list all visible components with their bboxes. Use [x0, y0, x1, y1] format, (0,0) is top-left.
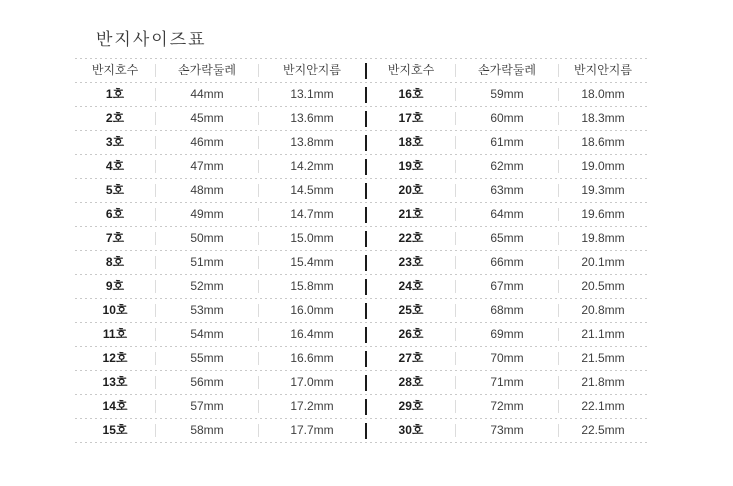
diameter-cell: 14.5mm [290, 183, 334, 197]
diameter-cell: 17.0mm [290, 375, 334, 389]
diameter-cell: 20.5mm [581, 279, 625, 293]
circumference-cell: 61mm [490, 135, 524, 149]
table-row [75, 107, 647, 130]
table-row [75, 227, 647, 250]
table-row [75, 131, 647, 154]
circumference-cell: 59mm [490, 87, 524, 101]
diameter-cell: 21.8mm [581, 375, 625, 389]
circumference-cell: 54mm [190, 327, 224, 341]
diameter-cell: 18.3mm [581, 111, 625, 125]
circumference-cell: 64mm [490, 207, 524, 221]
diameter-cell: 21.1mm [581, 327, 625, 341]
circumference-cell: 57mm [190, 399, 224, 413]
circumference-cell: 49mm [190, 207, 224, 221]
ring-size-cell: 28호 [398, 375, 424, 389]
circumference-cell: 73mm [490, 423, 524, 437]
table-row [75, 83, 647, 106]
diameter-cell: 20.8mm [581, 303, 625, 317]
dotted-row-divider [75, 442, 647, 443]
diameter-cell: 19.0mm [581, 159, 625, 173]
circumference-cell: 45mm [190, 111, 224, 125]
ring-size-cell: 17호 [398, 111, 424, 125]
circumference-cell: 62mm [490, 159, 524, 173]
diameter-cell: 22.1mm [581, 399, 625, 413]
diameter-cell: 15.4mm [290, 255, 334, 269]
ring-size-table [75, 58, 647, 443]
ring-size-cell: 18호 [398, 135, 424, 149]
diameter-cell: 19.8mm [581, 231, 625, 245]
ring-size-cell: 12호 [102, 351, 128, 365]
ring-size-cell: 15호 [102, 423, 128, 437]
circumference-cell: 72mm [490, 399, 524, 413]
page-title: 반지사이즈표 [96, 30, 207, 49]
ring-size-cell: 20호 [398, 183, 424, 197]
column-header-circumference-right: 손가락둘레 [478, 63, 536, 77]
table-row [75, 155, 647, 178]
ring-size-cell: 4호 [105, 159, 125, 173]
table-row [75, 275, 647, 298]
circumference-cell: 69mm [490, 327, 524, 341]
table-row [75, 299, 647, 322]
circumference-cell: 68mm [490, 303, 524, 317]
ring-size-cell: 14호 [102, 399, 128, 413]
diameter-cell: 13.8mm [290, 135, 334, 149]
diameter-cell: 22.5mm [581, 423, 625, 437]
diameter-cell: 18.0mm [581, 87, 625, 101]
circumference-cell: 63mm [490, 183, 524, 197]
ring-size-cell: 10호 [102, 303, 128, 317]
table-row [75, 395, 647, 418]
ring-size-cell: 26호 [398, 327, 424, 341]
table-header-row [75, 59, 647, 82]
diameter-cell: 18.6mm [581, 135, 625, 149]
column-header-diameter-left: 반지안지름 [283, 63, 341, 77]
circumference-cell: 66mm [490, 255, 524, 269]
ring-size-cell: 25호 [398, 303, 424, 317]
circumference-cell: 67mm [490, 279, 524, 293]
diameter-cell: 16.4mm [290, 327, 334, 341]
circumference-cell: 44mm [190, 87, 224, 101]
column-header-ring-size-left: 반지호수 [91, 63, 139, 77]
ring-size-cell: 30호 [398, 423, 424, 437]
circumference-cell: 46mm [190, 135, 224, 149]
circumference-cell: 50mm [190, 231, 224, 245]
ring-size-cell: 29호 [398, 399, 424, 413]
column-header-circumference-left: 손가락둘레 [178, 63, 236, 77]
ring-size-cell: 27호 [398, 351, 424, 365]
ring-size-cell: 11호 [102, 327, 128, 341]
diameter-cell: 16.0mm [290, 303, 334, 317]
ring-size-cell: 3호 [105, 135, 125, 149]
diameter-cell: 13.1mm [290, 87, 334, 101]
circumference-cell: 58mm [190, 423, 224, 437]
table-row [75, 179, 647, 202]
ring-size-cell: 16호 [398, 87, 424, 101]
diameter-cell: 19.6mm [581, 207, 625, 221]
circumference-cell: 70mm [490, 351, 524, 365]
diameter-cell: 20.1mm [581, 255, 625, 269]
ring-size-cell: 23호 [398, 255, 424, 269]
circumference-cell: 71mm [490, 375, 524, 389]
ring-size-cell: 2호 [105, 111, 125, 125]
ring-size-cell: 21호 [398, 207, 424, 221]
circumference-cell: 51mm [190, 255, 224, 269]
ring-size-cell: 9호 [105, 279, 125, 293]
diameter-cell: 15.8mm [290, 279, 334, 293]
ring-size-cell: 8호 [105, 255, 125, 269]
circumference-cell: 60mm [490, 111, 524, 125]
table-row [75, 371, 647, 394]
column-header-ring-size-right: 반지호수 [387, 63, 435, 77]
ring-size-cell: 7호 [105, 231, 125, 245]
circumference-cell: 47mm [190, 159, 224, 173]
ring-size-table-body [75, 83, 647, 443]
diameter-cell: 14.7mm [290, 207, 334, 221]
table-row [75, 251, 647, 274]
ring-size-cell: 13호 [102, 375, 128, 389]
diameter-cell: 14.2mm [290, 159, 334, 173]
table-row [75, 323, 647, 346]
circumference-cell: 55mm [190, 351, 224, 365]
table-row [75, 419, 647, 442]
diameter-cell: 17.7mm [290, 423, 334, 437]
ring-size-cell: 6호 [105, 207, 125, 221]
circumference-cell: 65mm [490, 231, 524, 245]
diameter-cell: 15.0mm [290, 231, 334, 245]
circumference-cell: 56mm [190, 375, 224, 389]
diameter-cell: 17.2mm [290, 399, 334, 413]
diameter-cell: 19.3mm [581, 183, 625, 197]
diameter-cell: 21.5mm [581, 351, 625, 365]
column-header-diameter-right: 반지안지름 [574, 63, 632, 77]
ring-size-cell: 19호 [398, 159, 424, 173]
table-row [75, 203, 647, 226]
ring-size-cell: 5호 [105, 183, 125, 197]
diameter-cell: 16.6mm [290, 351, 334, 365]
ring-size-cell: 24호 [398, 279, 424, 293]
circumference-cell: 53mm [190, 303, 224, 317]
circumference-cell: 48mm [190, 183, 224, 197]
diameter-cell: 13.6mm [290, 111, 334, 125]
ring-size-cell: 22호 [398, 231, 424, 245]
circumference-cell: 52mm [190, 279, 224, 293]
ring-size-cell: 1호 [105, 87, 125, 101]
table-row [75, 347, 647, 370]
